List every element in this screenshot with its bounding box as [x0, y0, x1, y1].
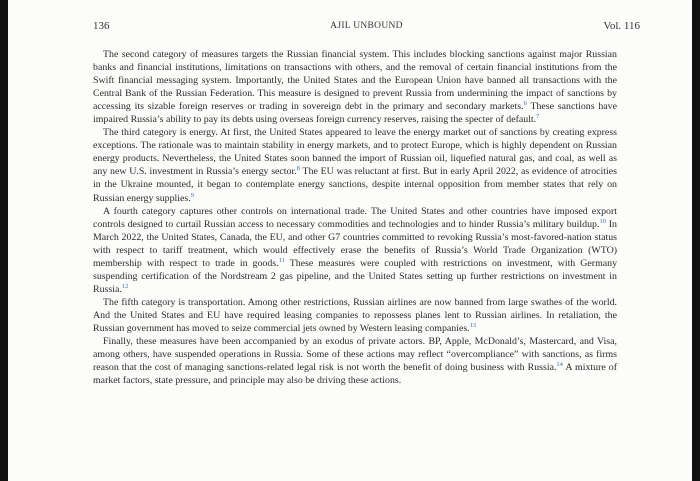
running-header	[93, 20, 640, 36]
text-segment: The fifth category is transportation. Among other restrictions, Russian airlines are now banned from large swathes of the world. And the United States and EU have required leasing companies to repossess planes lent to Russian airlines. In retaliation, the Russian government has moved to seize commercial jets owned by Western leasing companies.	[93, 296, 617, 334]
article-body	[93, 48, 617, 387]
footnote-ref-8[interactable]: 8	[296, 165, 300, 173]
paragraph-trade	[93, 205, 617, 296]
text-segment: The EU was reluctant at first. But in early April 2022, as evidence of atrocities in the Ukraine mounted, it began to contemplate energy sanctions, despite internal opposition from member states that rely on Russian energy supplies.	[93, 166, 617, 204]
footnote-ref-9[interactable]: 9	[190, 191, 194, 199]
text-segment: In March 2022, the United States, Canada, the EU, and other G7 countries committed to revoking Russia’s most-favored-nation status with respect to tariff treatment, which would effectively erase the benefits of Russia’s World Trade Organization (WTO) membership with respect to trade in goods.	[93, 218, 617, 269]
footnote-ref-7[interactable]: 7	[536, 113, 540, 121]
text-segment: A mixture of market factors, state pressure, and principle may also be driving these actions.	[93, 362, 617, 387]
footnote-ref-14[interactable]: 14	[556, 361, 563, 369]
footnote-ref-12[interactable]: 12	[121, 282, 129, 290]
paragraph-transportation	[93, 296, 617, 335]
paragraph-private-actors	[93, 335, 617, 387]
text-segment: Finally, these measures have been accompanied by an exodus of private actors. BP, Apple, McDonald’s, Mastercard, and Visa, among others, have suspended operations in Russia. Some of these actions may reflect “overcompliance” with sanctions, as firms reason that the cost of managing sanctions-related legal risk is not worth the benefit of doing business with Russia.	[93, 336, 617, 374]
footnote-ref-6[interactable]: 6	[523, 100, 527, 108]
footnote-ref-11[interactable]: 11	[278, 256, 285, 264]
paragraph-financial	[93, 48, 617, 126]
text-segment: These measures were coupled with restrictions on investment, with Germany suspending certification of the Nordstream 2 gas pipeline, and the United States setting up further restrictions on investment in Russia.	[93, 257, 618, 295]
footnote-ref-10[interactable]: 10	[599, 217, 606, 225]
page-number: 136	[93, 20, 110, 32]
text-segment: These sanctions have impaired Russia’s ability to pay its debts using overseas foreign currency reserves, raising the specter of default.	[93, 101, 617, 126]
text-segment: The second category of measures targets the Russian financial system. This includes blocking sanctions against major Russian banks and financial institutions, limitations on transactions with others, and the removal of certain financial institutions from the Swift financial messaging system. Importantly, the United States and the European Union have banned all transactions with the Central Bank of the Russian Federation. This measure is designed to prevent Russia from undermining the impact of sanctions by accessing its sizable foreign reserves or trading in sovereign debt in the primary and secondary markets.	[93, 49, 617, 113]
footnote-ref-13[interactable]: 13	[469, 321, 477, 329]
text-segment: The third category is energy. At first, the United States appeared to leave the energy market out of sanctions by creating express exceptions. The rationale was to maintain stability in energy markets, and to protect Europe, which is highly dependent on Russian energy products. Nevertheless, the United States soon banned the import of Russian oil, liquefied natural gas, and coal, as well as any new U.S. investment in Russia’s energy sector.	[93, 127, 617, 178]
journal-title: AJIL UNBOUND	[330, 21, 403, 31]
journal-page	[8, 0, 692, 481]
volume-number: Vol. 116	[603, 20, 640, 32]
paragraph-energy	[93, 126, 617, 204]
text-segment: A fourth category captures other controls on international trade. The United States and other countries have imposed export controls designed to curtail Russian access to necessary commodities and technologies and to hinder Russia’s military buildup.	[93, 205, 617, 230]
